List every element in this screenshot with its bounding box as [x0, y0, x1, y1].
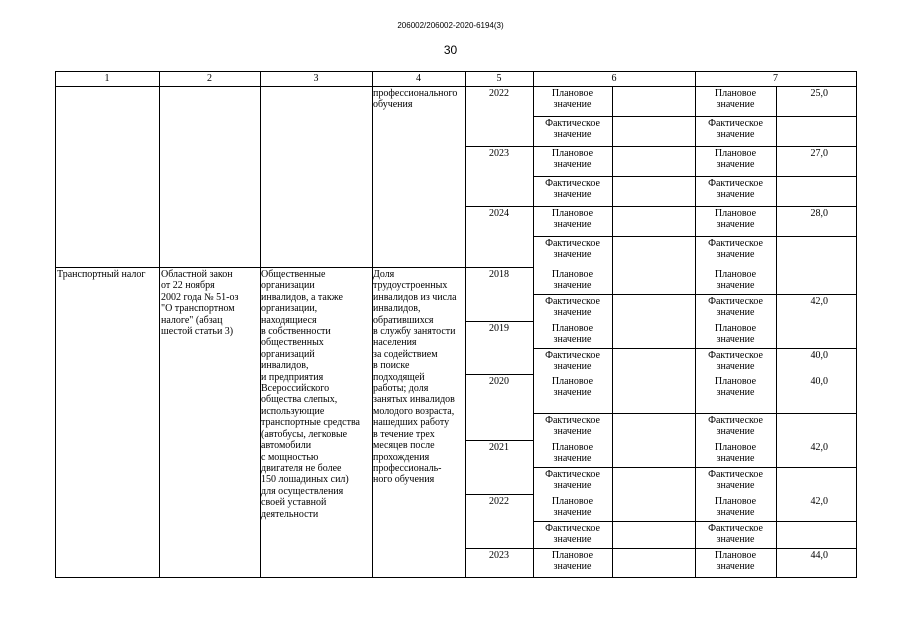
block-divider: [55, 267, 465, 268]
table-border-left: [55, 71, 56, 577]
table-border-bottom: [55, 577, 857, 578]
label-planned-col6: Плановое значение: [551, 208, 594, 231]
tax-name: Транспортный налог: [57, 269, 146, 280]
label-actual-col7: Фактическое значение: [708, 238, 763, 261]
label-actual-col6: Фактическое значение: [545, 118, 600, 141]
sub-row-divider: [533, 146, 856, 147]
sub-row-divider: [533, 521, 856, 522]
label-planned-col6: Плановое значение: [551, 88, 594, 111]
year-2023: 2023: [489, 550, 509, 561]
column-header-6: 6: [611, 73, 617, 84]
label-actual-col6: Фактическое значение: [545, 523, 600, 546]
year-row-divider: [465, 494, 533, 495]
label-actual-col7: Фактическое значение: [708, 523, 763, 546]
column-divider: [159, 71, 160, 577]
year-row-divider: [465, 206, 533, 207]
sub-row-divider: [533, 548, 856, 549]
column-header-4: 4: [416, 73, 421, 84]
label-planned-col7: Плановое значение: [714, 208, 757, 231]
label-planned-col6: Плановое значение: [551, 442, 594, 465]
label-planned-col7: Плановое значение: [714, 442, 757, 465]
label-actual-col6: Фактическое значение: [545, 178, 600, 201]
label-planned-col7: Плановое значение: [714, 269, 757, 292]
cont-col4-text: профессионального обучения: [373, 88, 458, 111]
header-row-divider: [55, 86, 856, 87]
year-2022: 2022: [489, 88, 509, 99]
column-header-3: 3: [313, 73, 319, 84]
label-actual-col7: Фактическое значение: [708, 118, 763, 141]
label-planned-col6: Плановое значение: [551, 496, 594, 519]
sub-row-divider: [533, 236, 856, 237]
tax-indicator: Доля трудоустроенных инвалидов из числа инвалидов, обратившихся в службу занятости населения за содействием в поиске подходящей работы; доля занятых инвалидов молодого возраста, нашедших работу в течение трех месяцев после прохождения профессиональ- ного обучения: [373, 269, 457, 486]
label-planned-col7: Плановое значение: [714, 323, 757, 346]
table-border-top: [55, 71, 857, 72]
value-cell: 28,0: [810, 208, 828, 219]
year-row-divider: [465, 321, 533, 322]
year-2024: 2024: [489, 208, 509, 219]
column-header-7: 7: [773, 73, 778, 84]
label-actual-col7: Фактическое значение: [708, 350, 763, 373]
year-row-divider: [465, 86, 533, 87]
column-divider-inner: [612, 86, 613, 577]
year-2022: 2022: [489, 496, 509, 507]
document-id: 206002/206002-2020-6194(3): [397, 21, 504, 30]
column-header-5: 5: [496, 73, 502, 84]
label-actual-col7: Фактическое значение: [708, 178, 763, 201]
label-planned-col7: Плановое значение: [714, 376, 757, 399]
value-cell: 27,0: [810, 148, 828, 159]
label-actual-col6: Фактическое значение: [545, 469, 600, 492]
sub-row-divider: [533, 206, 856, 207]
value-cell: 42,0: [810, 296, 828, 307]
year-row-divider: [465, 374, 533, 375]
value-cell: 25,0: [810, 88, 828, 99]
value-cell: 42,0: [810, 442, 828, 453]
label-planned-col7: Плановое значение: [714, 88, 757, 111]
column-header-1: 1: [104, 73, 110, 84]
year-2023: 2023: [489, 148, 509, 159]
label-planned-col6: Плановое значение: [551, 550, 594, 573]
sub-row-divider: [533, 348, 856, 349]
year-2019: 2019: [489, 323, 509, 334]
tax-beneficiaries: Общественные организации инвалидов, а также организации, находящиеся в собственности общественных организаций инвалидов, и предприятия Всероссийского общества слепых, использующие транспортные средства (автобусы, легковые автомобили с мощностью двигателя не более 150 лошадиных сил) для осуществления своей уставной деятельности: [261, 269, 360, 520]
label-planned-col7: Плановое значение: [714, 148, 757, 171]
sub-row-divider: [533, 176, 856, 177]
label-actual-col7: Фактическое значение: [708, 296, 763, 319]
sub-row-divider: [533, 294, 856, 295]
label-planned-col6: Плановое значение: [551, 148, 594, 171]
table-border-right: [856, 71, 857, 578]
label-actual-col7: Фактическое значение: [708, 415, 763, 438]
value-cell: 40,0: [810, 376, 828, 387]
label-planned-col6: Плановое значение: [551, 376, 594, 399]
label-planned-col6: Плановое значение: [551, 323, 594, 346]
label-actual-col6: Фактическое значение: [545, 350, 600, 373]
value-cell: 44,0: [810, 550, 828, 561]
year-row-divider: [465, 267, 533, 268]
sub-row-divider: [533, 116, 856, 117]
year-row-divider: [465, 548, 533, 549]
label-planned-col6: Плановое значение: [551, 269, 594, 292]
column-header-2: 2: [207, 73, 212, 84]
year-2020: 2020: [489, 376, 509, 387]
label-planned-col7: Плановое значение: [714, 550, 757, 573]
label-actual-col6: Фактическое значение: [545, 415, 600, 438]
label-actual-col6: Фактическое значение: [545, 296, 600, 319]
tax-law: Областной закон от 22 ноября 2002 года № 51-оз "О транспортном налоге" (абзац шестой статьи 3): [161, 269, 239, 338]
label-actual-col7: Фактическое значение: [708, 469, 763, 492]
sub-row-divider: [533, 467, 856, 468]
page-number: 30: [443, 43, 458, 57]
sub-row-divider: [533, 413, 856, 414]
year-row-divider: [465, 146, 533, 147]
value-cell: 40,0: [810, 350, 828, 361]
label-actual-col6: Фактическое значение: [545, 238, 600, 261]
year-2021: 2021: [489, 442, 509, 453]
value-cell: 42,0: [810, 496, 828, 507]
year-row-divider: [465, 440, 533, 441]
label-planned-col7: Плановое значение: [714, 496, 757, 519]
year-2018: 2018: [489, 269, 509, 280]
